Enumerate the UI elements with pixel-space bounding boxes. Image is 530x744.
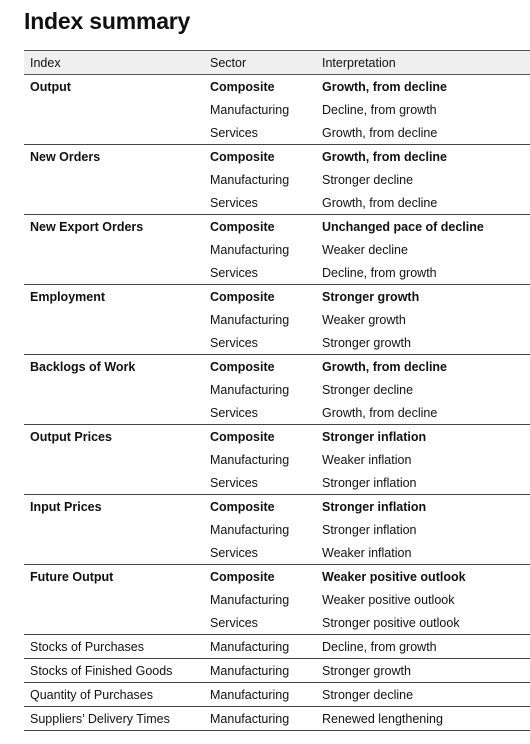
interpretation-cell: Weaker positive outlook — [322, 592, 455, 607]
index-cell: Future Output — [24, 565, 204, 589]
sector-cell: Manufacturing — [204, 707, 316, 731]
interpretation-cell: Decline, from growth — [322, 102, 437, 117]
index-cell — [24, 471, 204, 495]
table-row — [24, 518, 530, 541]
index-cell — [24, 541, 204, 565]
interpretation-cell: Growth, from decline — [316, 355, 530, 379]
table-row — [24, 401, 530, 425]
index-cell — [24, 378, 204, 401]
index-cell: Output — [30, 79, 71, 94]
sector-cell: Composite — [210, 79, 275, 94]
index-cell: Stocks of Purchases — [24, 635, 204, 659]
index-cell: New Orders — [24, 145, 204, 169]
sector-cell: Manufacturing — [204, 635, 316, 659]
index-cell: Backlogs of Work — [24, 355, 204, 379]
index-cell: Input Prices — [24, 495, 204, 519]
table-row — [24, 355, 530, 379]
interpretation-cell: Decline, from growth — [322, 265, 437, 280]
table-row — [24, 565, 530, 589]
interpretation-cell: Weaker decline — [322, 242, 408, 257]
table-row — [24, 145, 530, 169]
sector-cell: Services — [210, 405, 258, 420]
sector-cell: Services — [210, 125, 258, 140]
table-row — [24, 261, 530, 285]
interpretation-cell: Growth, from decline — [316, 145, 530, 169]
header-sector: Sector — [204, 51, 316, 75]
interpretation-cell: Weaker growth — [322, 312, 406, 327]
interpretation-cell: Stronger inflation — [316, 425, 530, 449]
interpretation-cell: Growth, from decline — [322, 405, 438, 420]
sector-cell: Manufacturing — [210, 242, 290, 257]
sector-cell: Services — [210, 335, 258, 350]
table-row — [24, 378, 530, 401]
sector-cell: Manufacturing — [210, 102, 290, 117]
sector-cell: Composite — [204, 425, 316, 449]
header-interpretation: Interpretation — [316, 51, 530, 75]
interpretation-cell: Weaker inflation — [322, 452, 412, 467]
page-title: Index summary — [24, 8, 191, 34]
interpretation-cell: Stronger decline — [316, 683, 530, 707]
table-row — [24, 471, 530, 495]
table-header-row — [24, 51, 530, 75]
header-index: Index — [24, 51, 204, 75]
table-row — [24, 98, 530, 121]
index-cell — [24, 98, 204, 121]
index-cell — [24, 261, 204, 285]
interpretation-cell: Stronger positive outlook — [322, 615, 460, 630]
table-row — [24, 121, 530, 145]
interpretation-cell: Stronger decline — [322, 172, 414, 187]
interpretation-cell: Stronger decline — [322, 382, 414, 397]
table-body — [24, 75, 530, 731]
sector-cell: Services — [210, 475, 258, 490]
index-cell: Output Prices — [24, 425, 204, 449]
sector-cell: Services — [210, 545, 258, 560]
table-row — [24, 611, 530, 635]
table-row — [24, 448, 530, 471]
index-summary-table — [24, 50, 530, 731]
table-row — [24, 331, 530, 355]
interpretation-cell: Growth, from decline — [322, 79, 448, 94]
sector-cell: Manufacturing — [204, 683, 316, 707]
table-row — [24, 635, 530, 659]
index-cell: Suppliers’ Delivery Times — [24, 707, 204, 731]
index-cell: Quantity of Purchases — [24, 683, 204, 707]
table-row — [24, 588, 530, 611]
table-row — [24, 541, 530, 565]
table-row — [24, 495, 530, 519]
index-cell — [24, 238, 204, 261]
table-row — [24, 191, 530, 215]
interpretation-cell: Weaker positive outlook — [316, 565, 530, 589]
table-row — [24, 659, 530, 683]
interpretation-cell: Stronger growth — [316, 659, 530, 683]
index-cell — [24, 448, 204, 471]
sector-cell: Manufacturing — [210, 312, 290, 327]
table-row — [24, 425, 530, 449]
table-row — [24, 683, 530, 707]
table-row — [24, 168, 530, 191]
sector-cell: Services — [210, 615, 258, 630]
sector-cell: Manufacturing — [210, 172, 290, 187]
interpretation-cell: Growth, from decline — [322, 125, 438, 140]
table-row — [24, 215, 530, 239]
table-row — [24, 285, 530, 309]
sector-cell: Manufacturing — [210, 592, 290, 607]
interpretation-cell: Growth, from decline — [322, 195, 438, 210]
interpretation-cell: Stronger inflation — [316, 495, 530, 519]
sector-cell: Manufacturing — [210, 452, 290, 467]
index-cell — [24, 121, 204, 145]
sector-cell: Composite — [204, 215, 316, 239]
interpretation-cell: Decline, from growth — [316, 635, 530, 659]
index-cell — [24, 611, 204, 635]
index-cell — [24, 168, 204, 191]
interpretation-cell: Stronger inflation — [322, 522, 417, 537]
table-row — [24, 308, 530, 331]
sector-cell: Manufacturing — [210, 382, 290, 397]
sector-cell: Composite — [204, 355, 316, 379]
index-cell — [24, 331, 204, 355]
table-row — [24, 238, 530, 261]
sector-cell: Services — [210, 195, 258, 210]
sector-cell: Composite — [204, 285, 316, 309]
index-cell — [24, 401, 204, 425]
interpretation-cell: Stronger growth — [322, 335, 411, 350]
index-cell: New Export Orders — [24, 215, 204, 239]
index-cell — [24, 308, 204, 331]
table-row — [24, 707, 530, 731]
sector-cell: Composite — [204, 145, 316, 169]
sector-cell: Composite — [204, 565, 316, 589]
interpretation-cell: Stronger growth — [316, 285, 530, 309]
interpretation-cell: Renewed lengthening — [316, 707, 530, 731]
sector-cell: Manufacturing — [204, 659, 316, 683]
interpretation-cell: Weaker inflation — [322, 545, 412, 560]
index-cell — [24, 191, 204, 215]
interpretation-cell: Stronger inflation — [322, 475, 417, 490]
sector-cell: Composite — [204, 495, 316, 519]
sector-cell: Services — [210, 265, 258, 280]
index-cell — [24, 588, 204, 611]
table-row — [24, 75, 530, 99]
interpretation-cell: Unchanged pace of decline — [316, 215, 530, 239]
index-cell: Employment — [24, 285, 204, 309]
index-cell: Stocks of Finished Goods — [24, 659, 204, 683]
index-cell — [24, 518, 204, 541]
sector-cell: Manufacturing — [210, 522, 290, 537]
